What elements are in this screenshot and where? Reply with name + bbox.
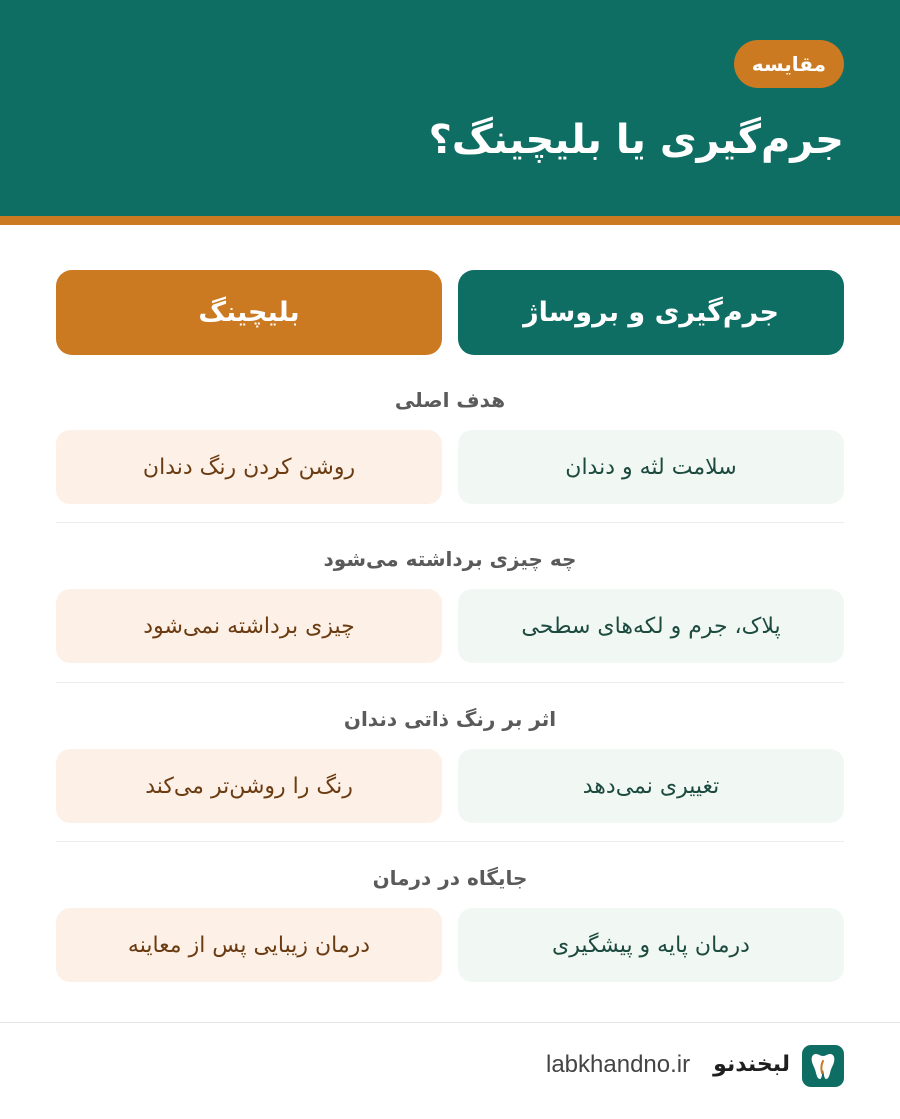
row-label-removed: چه چیزی برداشته می‌شود bbox=[323, 547, 577, 571]
cell-bleaching-color-effect bbox=[56, 749, 442, 823]
footer-divider bbox=[0, 1022, 900, 1023]
row-label-color-effect: اثر بر رنگ ذاتی دندان bbox=[343, 707, 557, 731]
column-header-bleaching-label: بلیچینگ bbox=[198, 297, 300, 328]
row-divider bbox=[56, 522, 844, 523]
cell-scaling-color-effect bbox=[458, 749, 844, 823]
cell-scaling-removed bbox=[458, 589, 844, 663]
cell-scaling-goal bbox=[458, 430, 844, 504]
brand-name: لبخندنو bbox=[713, 1052, 790, 1077]
cell-bleaching-treatment-role bbox=[56, 908, 442, 982]
cell-bleaching-removed-text: چیزی برداشته نمی‌شود bbox=[143, 613, 355, 639]
row-divider bbox=[56, 841, 844, 842]
header-accent-bar bbox=[0, 216, 900, 225]
cell-scaling-removed-text: پلاک، جرم و لکه‌های سطحی bbox=[521, 613, 781, 639]
column-header-scaling bbox=[458, 270, 844, 355]
cell-bleaching-goal-text: روشن کردن رنگ دندان bbox=[142, 454, 356, 480]
tooth-icon bbox=[802, 1045, 844, 1087]
cell-bleaching-color-effect-text: رنگ را روشن‌تر می‌کند bbox=[145, 773, 353, 799]
cell-scaling-color-effect-text: تغییری نمی‌دهد bbox=[582, 773, 720, 799]
row-label-goal: هدف اصلی bbox=[394, 388, 506, 412]
header bbox=[0, 0, 900, 216]
cell-scaling-goal-text: سلامت لثه و دندان bbox=[565, 454, 737, 480]
category-badge: مقایسه bbox=[734, 40, 844, 88]
cell-scaling-treatment-role-text: درمان پایه و پیشگیری bbox=[552, 932, 750, 958]
row-label-treatment-role: جایگاه در درمان bbox=[372, 866, 528, 890]
row-divider bbox=[56, 682, 844, 683]
cell-bleaching-treatment-role-text: درمان زیبایی پس از معاینه bbox=[127, 932, 371, 958]
cell-bleaching-goal bbox=[56, 430, 442, 504]
cell-bleaching-removed bbox=[56, 589, 442, 663]
column-header-bleaching bbox=[56, 270, 442, 355]
cell-scaling-treatment-role bbox=[458, 908, 844, 982]
brand-domain[interactable]: labkhandno.ir bbox=[546, 1051, 691, 1078]
page-title: جرم‌گیری یا بلیچینگ؟ bbox=[428, 117, 844, 163]
column-header-scaling-label: جرم‌گیری و بروساژ bbox=[523, 297, 779, 328]
